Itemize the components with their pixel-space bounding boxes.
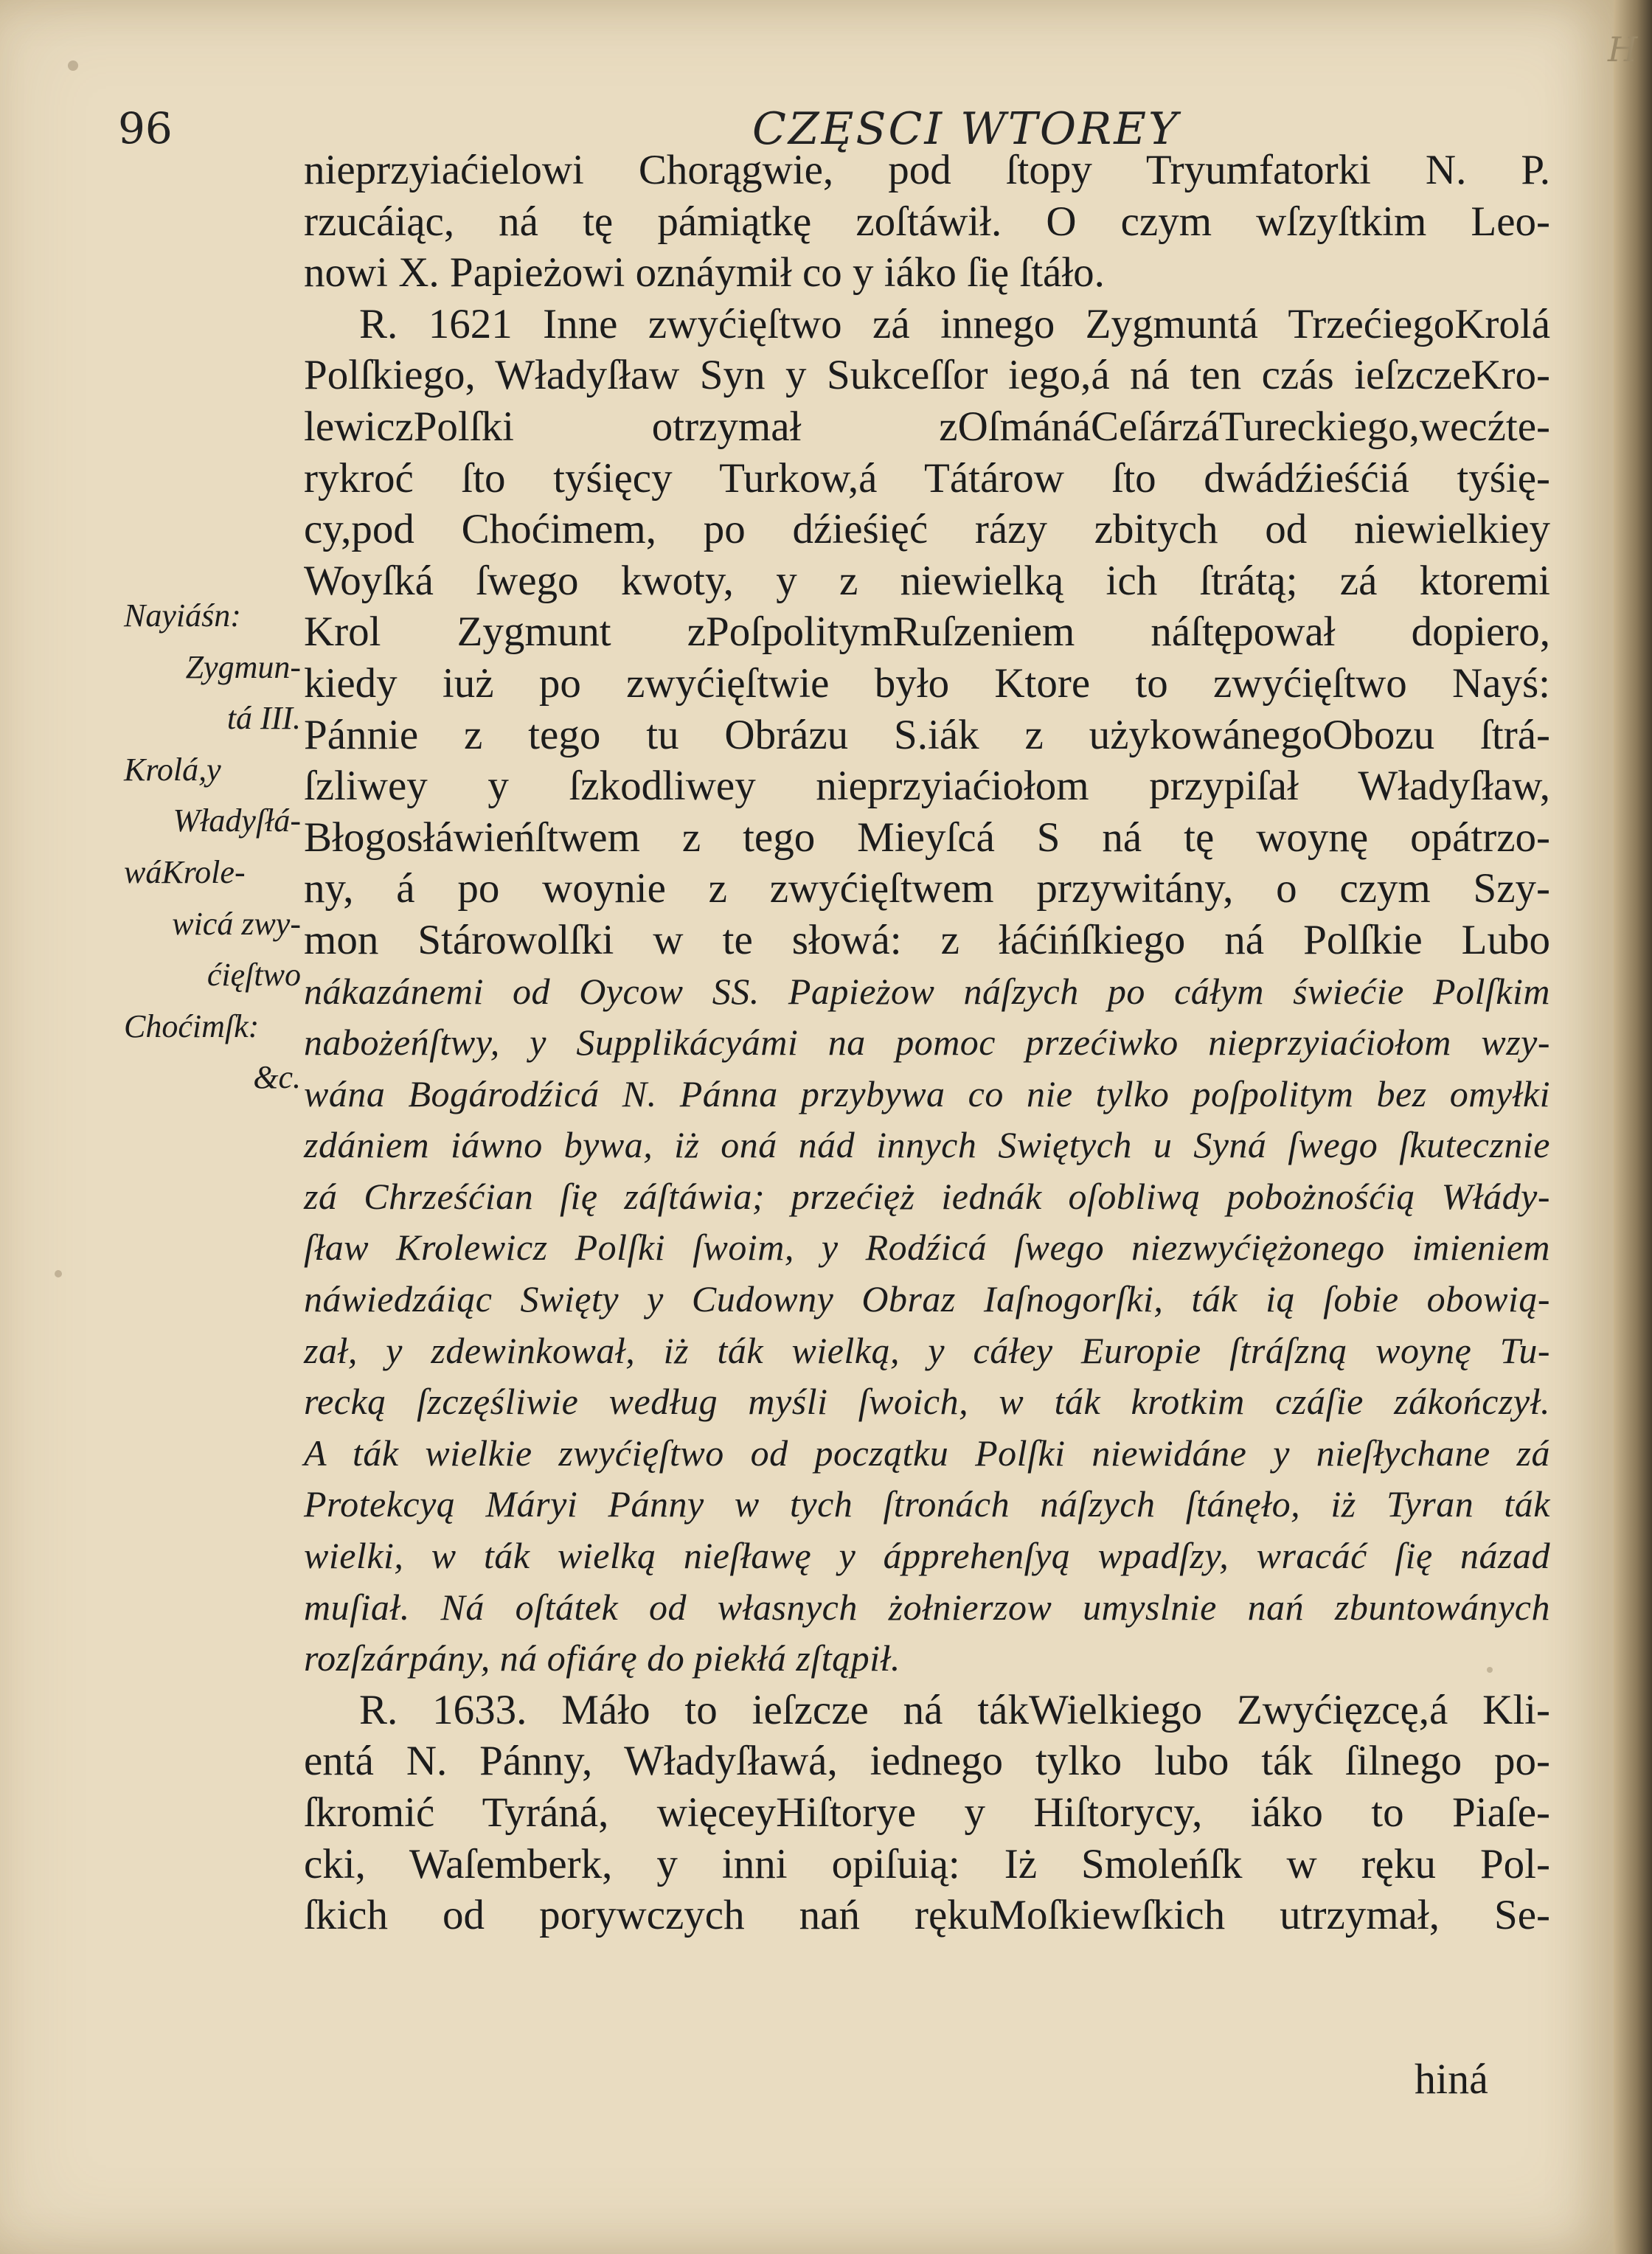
paper-speck: [55, 1270, 62, 1277]
margin-note-line: Krolá,y: [124, 751, 221, 788]
quote-line: zdániem iáwno bywa, iż oná nád innych Swiętych u Syná ſwego ſkutecznie: [304, 1124, 1550, 1166]
quote-line: nákazánemi od Oycow SS. Papieżow náſzych po cáłym świećie Polſkim: [304, 970, 1550, 1012]
text-line: ny, á po woynie z zwyćięſtwem przywitány, o czym Szy-: [304, 865, 1550, 912]
text-line: ſkromić Tyráná, więceyHiſtorye y Hiſtorycy, iáko to Piaſe-: [304, 1789, 1550, 1836]
running-head: CZĘSCI WTOREY: [752, 103, 1180, 155]
text-line: nieprzyiaćielowi Chorągwie, pod ſtopy Tryumfatorki N. P.: [304, 147, 1550, 193]
paper-speck: [68, 60, 78, 71]
main-text: [304, 145, 1550, 1941]
text-line: rykroć ſto tyśięcy Turkow,á Tátárow ſto dwádźieśćiá tyśię-: [304, 454, 1550, 502]
page-edge: [1614, 0, 1652, 2254]
text-line: R. 1621 Inne zwyćięſtwo zá innego Zygmuntá TrzećiegoKrolá: [359, 300, 1550, 347]
quote-line: nabożeńſtwy, y Supplikácyámi na pomoc przećiwko nieprzyiaćiołom wzy-: [304, 1022, 1550, 1064]
text-line: cy,pod Choćimem, po dźieśięć rázy zbitych od niewielkiey: [304, 506, 1550, 553]
text-line: kiedy iuż po zwyćięſtwie było Ktore to zwyćięſtwo Nayś:: [304, 659, 1550, 707]
quote-line: zá Chrześćian ſię záſtáwia; przećięż iednák oſobliwą pobożnośćią Włády-: [304, 1175, 1550, 1217]
margin-note-line: wicá zwy-: [172, 905, 301, 942]
corner-mark: H: [1608, 30, 1638, 69]
margin-note-line: Nayiáśn:: [124, 597, 241, 634]
text-line: Polſkiego, Władyſław Syn y Sukceſſor iego,á ná ten czás ieſzczeKro-: [304, 352, 1550, 399]
margin-note-line: Władyſłá-: [173, 802, 301, 839]
catchword: hiná: [1415, 2055, 1488, 2103]
quote-line: ſław Krolewicz Polſki ſwoim, y Rodźicá ſwego niezwyćiężonego imieniem: [304, 1227, 1550, 1269]
text-line: nowi X. Papieżowi oznáymił co y iáko ſię ſtáło.: [304, 249, 1105, 297]
page-number: 96: [118, 103, 173, 153]
text-line: Krol Zygmunt zPoſpolitymRuſzeniem náſtępował dopiero,: [304, 608, 1550, 656]
quote-line: muſiał. Ná oſtátek od własnych żołnierzow umyslnie nań zbuntowánych: [304, 1586, 1550, 1628]
quote-line: Protekcyą Máryi Pánny w tych ſtronách náſzych ſtánęło, iż Tyran ták: [304, 1483, 1550, 1525]
quote-line: rozſzárpány, ná ofiárę do piekłá zſtąpił.: [304, 1637, 900, 1679]
text-line: Błogosłáwieńſtwem z tego Mieyſcá S ná tę woynę opátrzo-: [304, 814, 1550, 861]
margin-note-line: tá III.: [226, 700, 301, 737]
quote-line: wána Bogárodźicá N. Pánna przybywa co nie tylko poſpolitym bez omyłki: [304, 1072, 1550, 1114]
text-line: Pánnie z tego tu Obrázu S.iák z użykowánegoObozu ſtrá-: [304, 711, 1550, 758]
quote-line: wielki, w ták wielką nieſławę y ápprehenſyą wpadſzy, wracáć ſię názad: [304, 1535, 1550, 1577]
text-line: rzucáiąc, ná tę pámiątkę zoſtáwił. O czym wſzyſtkim Leo-: [304, 198, 1550, 245]
quote-line: náwiedzáiąc Swięty y Cudowny Obraz Iaſnogorſki, ták ią ſobie obowią-: [304, 1278, 1550, 1320]
margin-note-line: ćięſtwo: [206, 957, 301, 994]
text-line: Woyſká ſwego kwoty, y z niewielką ich ſtrátą; zá ktoremi: [304, 557, 1550, 604]
margin-note-line: wáKrole-: [124, 853, 246, 890]
quote-line: zał, y zdewinkował, iż ták wielką, y cáłey Europie ſtráſzną woynę Tu-: [304, 1329, 1550, 1371]
text-line: entá N. Pánny, Władyſławá, iednego tylko lubo ták ſilnego po-: [304, 1738, 1550, 1785]
quote-line: A ták wielkie zwyćięſtwo od początku Polſki niewidáne y nieſłychane zá: [304, 1432, 1550, 1474]
text-line: R. 1633. Máło to ieſzcze ná tákWielkiego Zwyćięzcę,á Kli-: [359, 1686, 1550, 1733]
text-line: lewiczPolſki otrzymał zOſmánáCeſárzáTureckiego,wecźte-: [304, 403, 1550, 450]
margin-note: [124, 590, 301, 1103]
margin-note-line: &c.: [253, 1059, 301, 1096]
margin-note-line: Choćimſk:: [124, 1008, 260, 1044]
text-line: cki, Waſemberk, y inni opiſuią: Iż Smoleńſk w ręku Pol-: [304, 1840, 1550, 1887]
text-line: mon Stárowolſki w te słowá: z łáćińſkiego ná Polſkie Lubo: [304, 916, 1550, 963]
quote-line: recką ſzczęśliwie według myśli ſwoich, w ták krotkim czáſie zákończył.: [304, 1381, 1550, 1423]
margin-note-line: Zygmun-: [185, 648, 301, 685]
paper-speck: [1487, 1667, 1493, 1673]
text-line: ſkich od porywczych nań rękuMoſkiewſkich utrzymał, Se-: [304, 1892, 1550, 1939]
text-line: ſzliwey y ſzkodliwey nieprzyiaćiołom przypiſał Władyſław,: [304, 763, 1550, 810]
